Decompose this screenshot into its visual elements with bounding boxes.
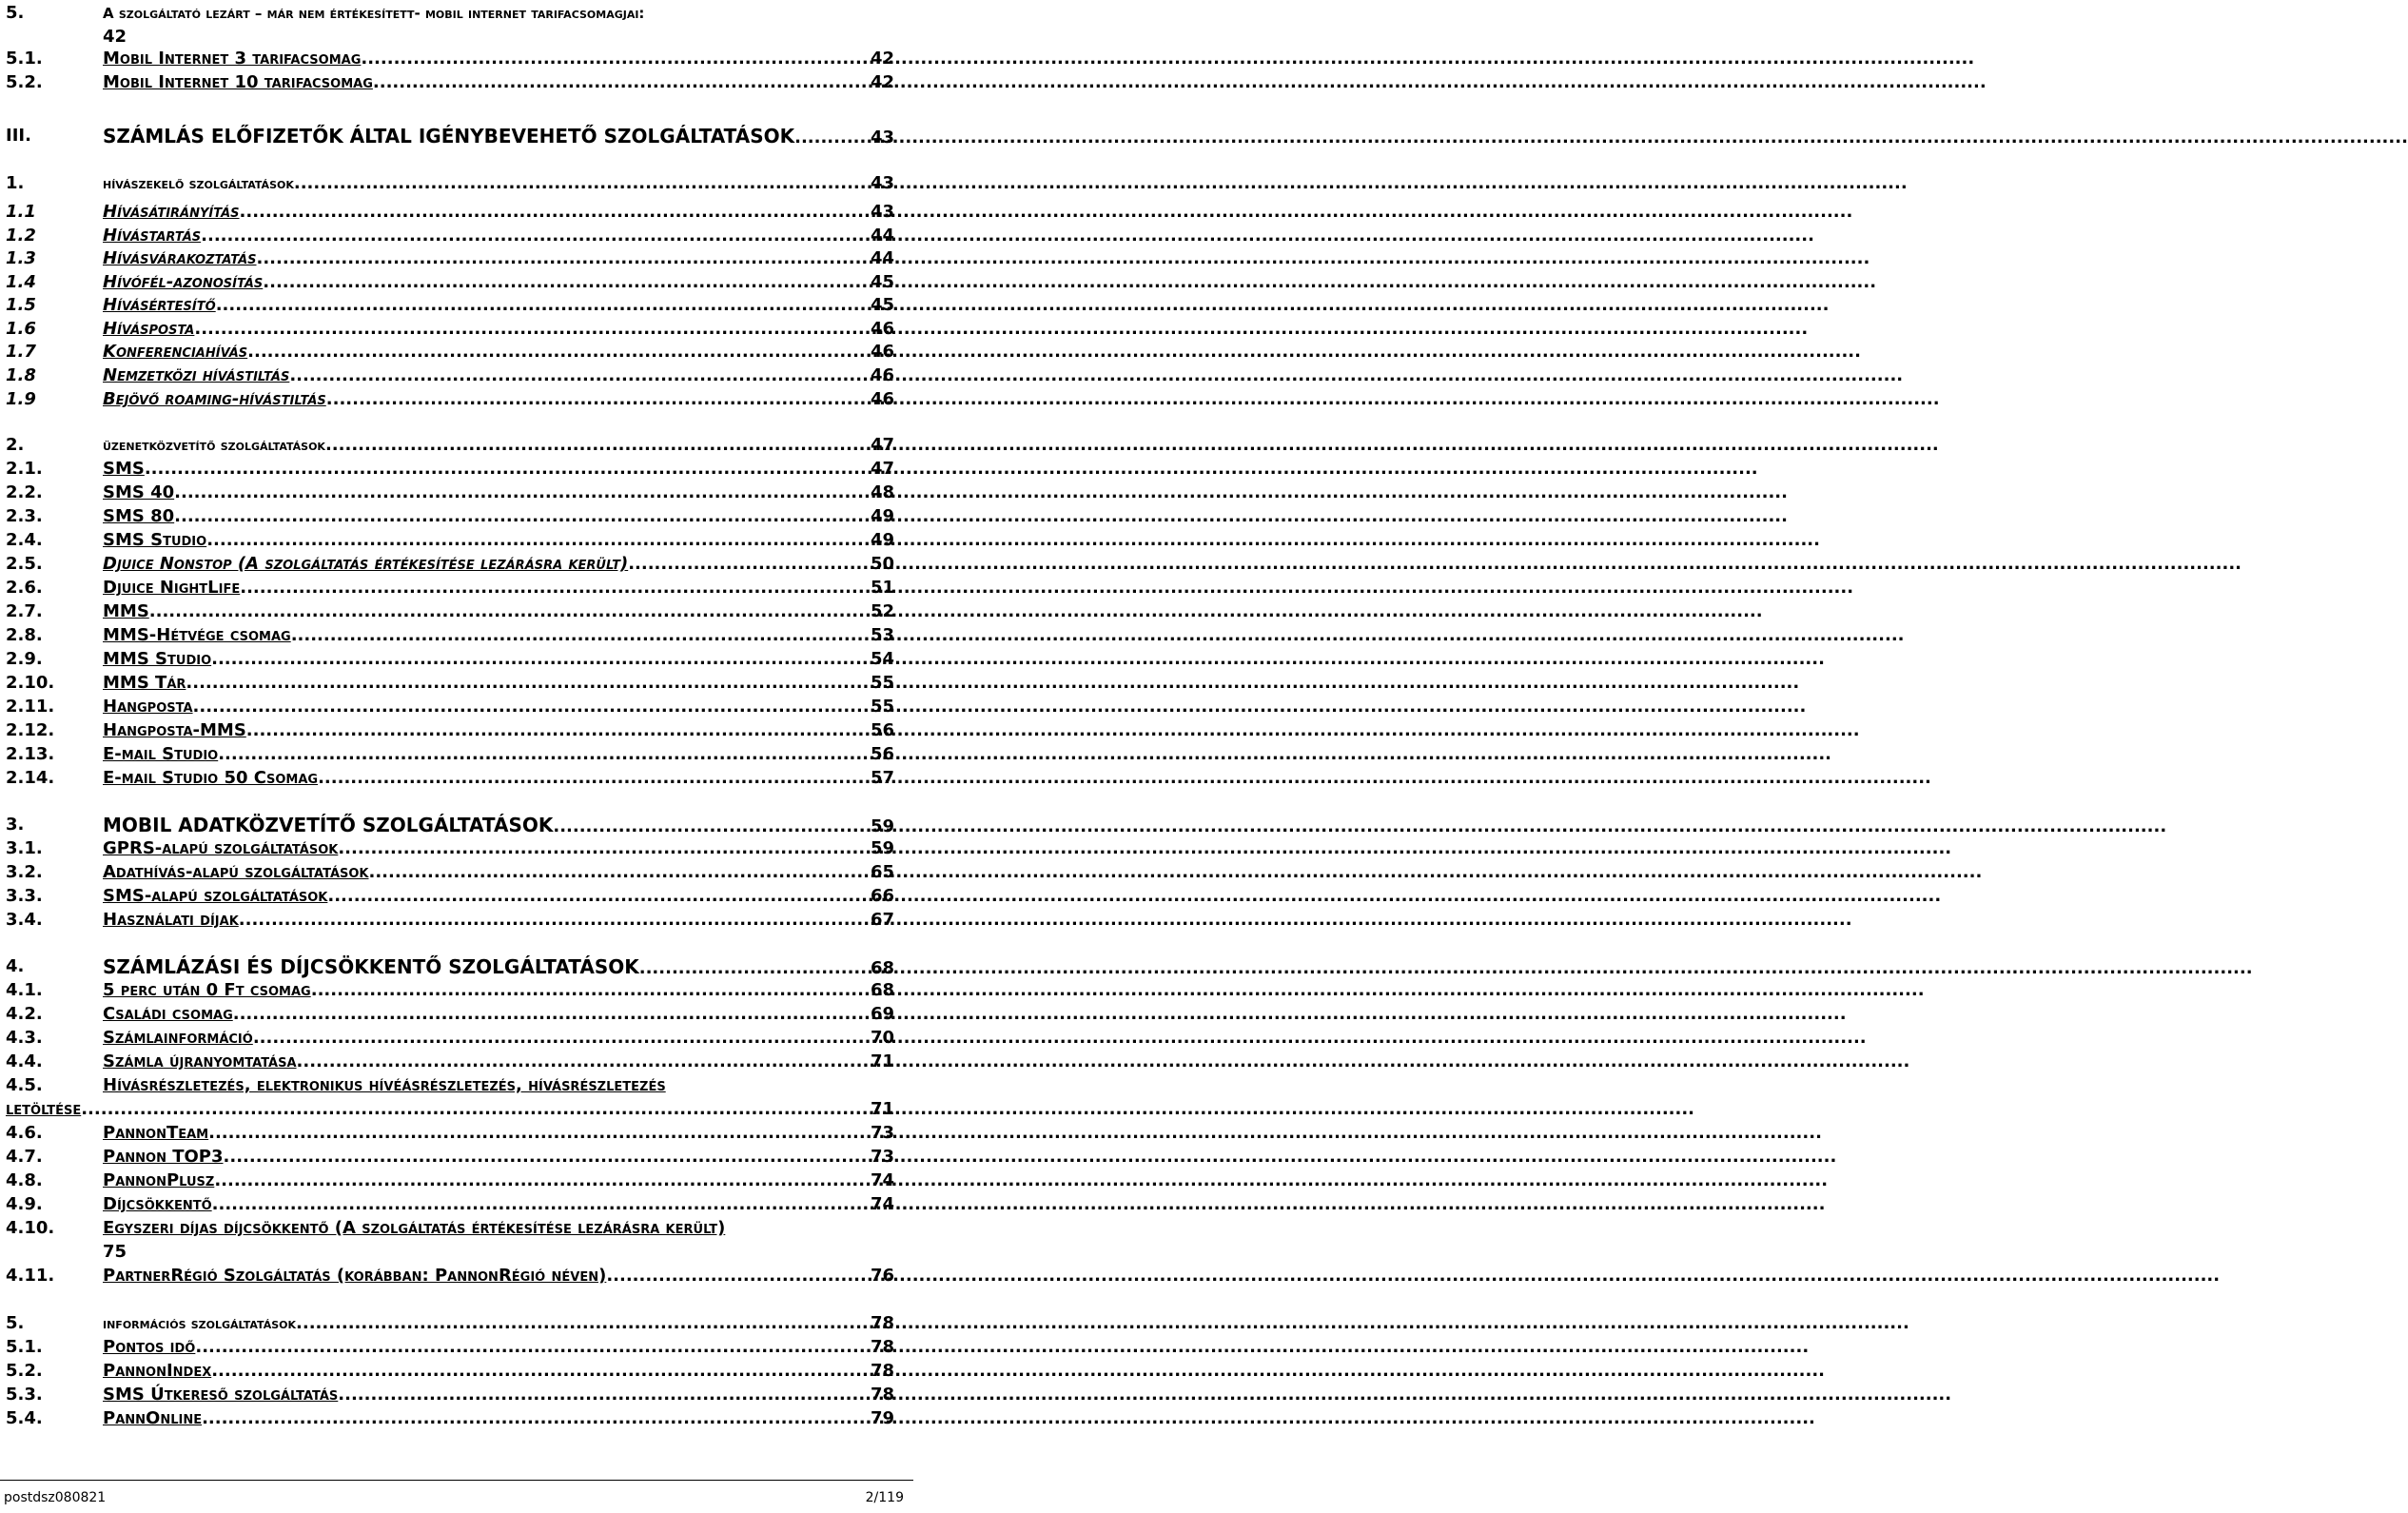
toc-entry-dot-leader	[211, 1360, 869, 1383]
toc-entry-dot-leader	[289, 364, 869, 387]
toc-entry[interactable]	[0, 837, 913, 860]
toc-entry-number: 3.3.	[6, 886, 43, 906]
toc-entry-label: hívászekelő szolgáltatások	[103, 175, 294, 192]
toc-entry-dot-leader	[553, 815, 869, 838]
toc-entry-number: 2.6.	[6, 578, 43, 598]
toc-entry-number: 1.6	[6, 319, 36, 339]
toc-entry[interactable]	[0, 294, 913, 317]
footer-page-indicator: 2/119	[865, 1490, 904, 1505]
toc-entry[interactable]	[0, 271, 913, 294]
toc-entry-label: Hívásrészletezés, elektronikus hívéásrészletezés, hívásrészletezés	[103, 1075, 666, 1095]
toc-entry-label: MMS Tár	[103, 673, 186, 693]
toc-entry-label: Pontos idő	[103, 1337, 196, 1357]
toc-entry-page-number: 49	[870, 506, 894, 526]
toc-entry-label: Mobil Internet 10 tarifacsomag	[103, 72, 373, 92]
toc-entry-label: SMS Útkereső szolgáltatás	[103, 1385, 339, 1405]
toc-entry-number: 2.	[6, 435, 25, 455]
toc-entry-page-number: 68	[870, 980, 894, 1000]
toc-entry-dot-leader	[195, 1336, 869, 1359]
toc-entry-label: SMS	[103, 459, 145, 479]
toc-entry-page-number: 71	[870, 1051, 894, 1071]
toc-entry-label: SZÁMLÁZÁSI ÉS DÍJCSÖKKENTŐ SZOLGÁLTATÁSOK	[103, 955, 639, 978]
toc-entry-page-number: 56	[870, 744, 894, 764]
toc-entry-label: Konferenciahívás	[103, 342, 248, 362]
toc-entry-dot-leader	[214, 1169, 869, 1192]
toc-entry-page-number: 44	[870, 226, 894, 246]
toc-entry-dot-leader	[794, 127, 869, 149]
toc-entry-dot-leader	[338, 837, 869, 860]
toc-entry-number: 2.8.	[6, 625, 43, 645]
toc-entry[interactable]	[0, 719, 913, 742]
toc-entry-dot-leader	[81, 1098, 869, 1121]
toc-entry-page-number: 46	[870, 365, 894, 385]
toc-entry[interactable]	[0, 172, 913, 195]
toc-entry-page-number: 78	[870, 1313, 894, 1333]
toc-entry-page-number: 76	[870, 1266, 894, 1286]
toc-entry[interactable]	[0, 388, 913, 411]
toc-entry-page-number: 43	[870, 173, 894, 193]
toc-entry-number: 5.	[6, 3, 25, 23]
toc-entry-page-number: 70	[870, 1028, 894, 1048]
toc-entry-page-number: 45	[870, 295, 894, 315]
toc-entry-page-number: 50	[870, 554, 894, 574]
toc-entry[interactable]	[0, 125, 913, 147]
toc-entry-dot-leader	[240, 577, 869, 599]
toc-entry[interactable]	[0, 434, 913, 457]
toc-entry-dot-leader	[628, 553, 869, 576]
toc-entry-number: 1.4	[6, 272, 36, 292]
toc-entry-number: 1.9	[6, 389, 36, 409]
toc-entry-page-number: 79	[870, 1408, 894, 1428]
toc-entry-number: 4.6.	[6, 1123, 43, 1143]
toc-entry[interactable]	[0, 979, 913, 1002]
toc-entry-dot-leader	[325, 434, 869, 457]
page-footer	[0, 1480, 913, 1513]
toc-entry-number: 3.1.	[6, 838, 43, 858]
toc-entry-label: Családi csomag	[103, 1004, 233, 1024]
toc-entry-number: 1.2	[6, 226, 36, 246]
toc-entry-label: üzenetközvetítő szolgáltatások	[103, 437, 325, 454]
toc-entry-label: Hívástartás	[103, 226, 202, 246]
toc-entry-dot-leader	[149, 600, 869, 623]
toc-entry-page-number: 73	[870, 1147, 894, 1167]
toc-entry-number: 4.10.	[6, 1218, 55, 1238]
toc-entry-number: 5.3.	[6, 1385, 43, 1405]
toc-entry-number: 1.1	[6, 202, 36, 222]
toc-entry-dot-leader	[211, 648, 869, 671]
toc-entry-number: 5.	[6, 1313, 25, 1333]
toc-entry-dot-leader	[224, 1146, 869, 1169]
toc-entry-dot-leader	[327, 885, 869, 908]
toc-entry-number: 1.8	[6, 365, 36, 385]
toc-entry[interactable]	[0, 1003, 913, 1026]
toc-entry-label: Használati díjak	[103, 910, 239, 930]
toc-entry-label: MMS-Hétvége csomag	[103, 625, 291, 645]
toc-entry[interactable]	[0, 553, 913, 576]
toc-entry[interactable]	[0, 743, 913, 766]
toc-entry-page-number: 57	[870, 768, 894, 788]
toc-entry-number: 4.5.	[6, 1075, 43, 1095]
toc-entry[interactable]	[0, 364, 913, 387]
toc-entry[interactable]	[0, 1241, 913, 1264]
toc-entry-number: 5.2.	[6, 1361, 43, 1381]
toc-entry-dot-leader	[311, 979, 869, 1002]
toc-entry-number: 2.13.	[6, 744, 55, 764]
toc-entry[interactable]	[0, 26, 913, 49]
toc-entry-label: SMS-alapú szolgáltatások	[103, 886, 328, 906]
toc-entry[interactable]	[0, 1098, 913, 1121]
toc-entry-dot-leader	[294, 172, 869, 195]
toc-entry-label: Hívásátirányítás	[103, 202, 240, 222]
toc-entry-page-number: 65	[870, 862, 894, 882]
toc-entry-page-number: 69	[870, 1004, 894, 1024]
toc-entry-dot-leader	[253, 1027, 869, 1050]
toc-entry-dot-leader	[193, 696, 869, 718]
toc-entry-label: Adathívás-alapú szolgáltatások	[103, 862, 369, 882]
toc-entry-page-number: 78	[870, 1337, 894, 1357]
toc-entry-dot-leader	[206, 529, 869, 552]
toc-entry-number: 5.2.	[6, 72, 43, 92]
toc-entry-number: 2.2.	[6, 482, 43, 502]
toc-entry-dot-leader	[233, 1003, 869, 1026]
toc-entry-label: Hívásvárakoztatás	[103, 248, 257, 268]
toc-entry-label: Pannon TOP3	[103, 1147, 224, 1167]
toc-entry[interactable]	[0, 767, 913, 790]
toc-entry-number: III.	[6, 126, 31, 146]
toc-entry-number: 4.7.	[6, 1147, 43, 1167]
toc-entry-number: 2.1.	[6, 459, 43, 479]
toc-entry-page-number: 74	[870, 1170, 894, 1190]
toc-entry-label: Mobil Internet 3 tarifacsomag	[103, 49, 362, 69]
toc-entry[interactable]	[0, 861, 913, 884]
toc-entry[interactable]	[0, 1169, 913, 1192]
toc-entry-dot-leader	[212, 1193, 869, 1216]
toc-entry-page-number: 78	[870, 1385, 894, 1405]
toc-entry-dot-leader	[240, 201, 869, 224]
toc-entry-label: PannOnline	[103, 1408, 203, 1428]
toc-entry-label-continuation: letöltése	[6, 1099, 82, 1119]
toc-entry-number: 4.11.	[6, 1266, 55, 1286]
toc-entry-label: Hívásposta	[103, 319, 195, 339]
toc-entry-number: 1.	[6, 173, 25, 193]
toc-entry-page-number: 67	[870, 910, 894, 930]
toc-entry-number: 4.4.	[6, 1051, 43, 1071]
toc-entry[interactable]	[0, 577, 913, 599]
toc-entry-number: 4.1.	[6, 980, 43, 1000]
toc-entry-number: 5.4.	[6, 1408, 43, 1428]
toc-entry-page-number: 55	[870, 673, 894, 693]
toc-entry-page-number: 47	[870, 435, 894, 455]
toc-entry-number: 1.5	[6, 295, 36, 315]
toc-entry-page-continuation: 75	[103, 1242, 127, 1262]
toc-entry-dot-leader	[202, 1407, 869, 1430]
toc-entry-number: 3.	[6, 815, 25, 835]
toc-entry-page-number: 59	[870, 816, 894, 836]
toc-entry-dot-leader	[373, 71, 869, 94]
toc-entry[interactable]	[0, 624, 913, 647]
toc-entry[interactable]	[0, 600, 913, 623]
toc-entry[interactable]	[0, 529, 913, 552]
toc-entry-dot-leader	[218, 743, 869, 766]
toc-entry[interactable]	[0, 1265, 913, 1287]
toc-entry-dot-leader	[297, 1051, 869, 1073]
toc-entry-label: GPRS-alapú szolgáltatások	[103, 838, 339, 858]
toc-entry-page-number: 46	[870, 319, 894, 339]
toc-entry-label: Számla újranyomtatása	[103, 1051, 297, 1071]
toc-entry[interactable]	[0, 1360, 913, 1383]
toc-entry[interactable]	[0, 814, 913, 836]
toc-entry-label: PartnerRégió Szolgáltatás (korábban: PannonRégió néven)	[103, 1266, 607, 1286]
toc-entry-dot-leader	[174, 481, 869, 504]
toc-entry[interactable]	[0, 909, 913, 932]
toc-entry-label: Hívásértesítő	[103, 295, 216, 315]
toc-entry-page-number: 48	[870, 482, 894, 502]
toc-entry-label: E-mail Studio	[103, 744, 219, 764]
toc-entry-number: 4.9.	[6, 1194, 43, 1214]
toc-entry-label: A szolgáltató lezárt – már nem értékesített- mobil internet tarifacsomagjai:	[103, 5, 645, 22]
toc-entry-dot-leader	[216, 294, 869, 317]
toc-entry-dot-leader	[246, 719, 869, 742]
toc-entry-label: Hangposta-MMS	[103, 720, 246, 740]
toc-entry-page-number: 68	[870, 958, 894, 978]
toc-entry-page-number: 74	[870, 1194, 894, 1214]
toc-entry-label: E-mail Studio 50 Csomag	[103, 768, 319, 788]
toc-entry[interactable]	[0, 201, 913, 224]
toc-entry[interactable]	[0, 955, 913, 978]
toc-entry-label: SZÁMLÁS ELŐFIZETŐK ÁLTAL IGÉNYBEVEHETŐ SZOLGÁLTATÁSOK	[103, 125, 795, 147]
toc-entry-number: 4.	[6, 956, 25, 976]
toc-entry-number: 4.8.	[6, 1170, 43, 1190]
toc-entry-page-number: 52	[870, 601, 894, 621]
toc-entry-dot-leader	[606, 1265, 869, 1287]
toc-entry-page-number: 53	[870, 625, 894, 645]
toc-entry-number: 4.2.	[6, 1004, 43, 1024]
toc-entry-number: 2.12.	[6, 720, 55, 740]
toc-entry[interactable]	[0, 1336, 913, 1359]
toc-entry-number: 2.14.	[6, 768, 55, 788]
toc-entry-dot-leader	[291, 624, 869, 647]
toc-entry-page-number: 46	[870, 342, 894, 362]
toc-entry-page-number: 42	[870, 49, 894, 69]
toc-entry-number: 2.7.	[6, 601, 43, 621]
toc-entry-label: Hívófél-azonosítás	[103, 272, 264, 292]
toc-entry-label: Számlainformáció	[103, 1028, 253, 1048]
toc-entry-dot-leader	[318, 767, 869, 790]
toc-entry-label: SMS 80	[103, 506, 175, 526]
toc-entry-number: 2.3.	[6, 506, 43, 526]
toc-entry[interactable]	[0, 1146, 913, 1169]
toc-entry-page-number: 45	[870, 272, 894, 292]
toc-entry-number: 2.4.	[6, 530, 43, 550]
toc-entry[interactable]	[0, 885, 913, 908]
toc-entry-label: 5 perc után 0 Ft csomag	[103, 980, 311, 1000]
toc-entry[interactable]	[0, 1384, 913, 1406]
toc-entry[interactable]	[0, 2, 913, 25]
toc-entry-number: 5.1.	[6, 1337, 43, 1357]
toc-entry-label: Nemzetközi hívástiltás	[103, 365, 290, 385]
toc-entry-dot-leader	[194, 318, 869, 341]
toc-entry-page-number: 51	[870, 578, 894, 598]
toc-entry-page-number: 71	[870, 1099, 894, 1119]
toc-entry-number: 5.1.	[6, 49, 43, 69]
toc-entry-number: 2.5.	[6, 554, 43, 574]
toc-entry[interactable]	[0, 247, 913, 270]
toc-entry-number: 2.9.	[6, 649, 43, 669]
toc-entry[interactable]	[0, 1074, 913, 1097]
toc-entry-page-number: 54	[870, 649, 894, 669]
toc-entry[interactable]	[0, 71, 913, 94]
toc-entry-label: Bejövő roaming-hívástiltás	[103, 389, 326, 409]
toc-entry[interactable]	[0, 318, 913, 341]
toc-entry[interactable]	[0, 1051, 913, 1073]
toc-entry-dot-leader	[369, 861, 869, 884]
toc-entry-dot-leader	[257, 247, 869, 270]
toc-entry[interactable]	[0, 481, 913, 504]
toc-entry-dot-leader	[239, 909, 869, 932]
toc-entry-page-number: 78	[870, 1361, 894, 1381]
toc-entry-dot-leader	[201, 225, 869, 247]
toc-entry[interactable]	[0, 458, 913, 481]
toc-entry-dot-leader	[174, 505, 869, 528]
toc-entry[interactable]	[0, 1122, 913, 1145]
toc-entry-label: Djuice NightLife	[103, 578, 241, 598]
toc-entry-page-number: 43	[870, 128, 894, 147]
toc-entry-page-number: 47	[870, 459, 894, 479]
toc-entry-dot-leader	[326, 388, 869, 411]
toc-entry[interactable]	[0, 696, 913, 718]
toc-entry-dot-leader	[338, 1384, 869, 1406]
toc-entry-label: PannonTeam	[103, 1123, 209, 1143]
toc-entry-label: információs szolgáltatások	[103, 1315, 297, 1332]
toc-entry-label: SMS Studio	[103, 530, 207, 550]
toc-entry[interactable]	[0, 1312, 913, 1335]
toc-entry-dot-leader	[208, 1122, 869, 1145]
toc-entry-dot-leader	[247, 341, 869, 364]
toc-entry-page-continuation: 42	[103, 27, 127, 47]
toc-entry-label: PannonIndex	[103, 1361, 212, 1381]
toc-entry[interactable]	[0, 1027, 913, 1050]
toc-entry-number: 3.2.	[6, 862, 43, 882]
toc-entry-page-number: 44	[870, 248, 894, 268]
toc-entry[interactable]	[0, 341, 913, 364]
toc-entry-label: Djuice Nonstop (A szolgáltatás értékesítése lezárásra került)	[103, 554, 629, 574]
toc-entry-label: Hangposta	[103, 697, 193, 717]
toc-entry-dot-leader	[361, 48, 869, 70]
toc-entry-number: 2.11.	[6, 697, 55, 717]
toc-entry-number: 2.10.	[6, 673, 55, 693]
toc-entry-number: 4.3.	[6, 1028, 43, 1048]
toc-entry-dot-leader	[296, 1312, 869, 1335]
toc-entry[interactable]	[0, 225, 913, 247]
toc-entry[interactable]	[0, 48, 913, 70]
toc-entry-label: Egyszeri díjas díjcsökkentő (A szolgáltatás értékesítése lezárásra került)	[103, 1218, 726, 1238]
toc-entry-number: 1.3	[6, 248, 36, 268]
toc-entry-label: SMS 40	[103, 482, 175, 502]
toc-entry-page-number: 59	[870, 838, 894, 858]
toc-entry-label: MOBIL ADATKÖZVETÍTŐ SZOLGÁLTATÁSOK	[103, 814, 554, 836]
toc-entry[interactable]	[0, 1217, 913, 1240]
toc-entry-page-number: 42	[870, 72, 894, 92]
toc-entry-number: 1.7	[6, 342, 36, 362]
toc-entry-page-number: 56	[870, 720, 894, 740]
toc-entry-number: 3.4.	[6, 910, 43, 930]
toc-entry[interactable]	[0, 1407, 913, 1430]
toc-entry-page-number: 55	[870, 697, 894, 717]
toc-entry-dot-leader	[263, 271, 869, 294]
toc-entry-page-number: 73	[870, 1123, 894, 1143]
toc-entry-dot-leader	[639, 957, 869, 980]
toc-entry[interactable]	[0, 672, 913, 695]
toc-entry-dot-leader	[186, 672, 869, 695]
toc-entry-label: PannonPlusz	[103, 1170, 215, 1190]
toc-entry[interactable]	[0, 505, 913, 528]
toc-entry-page-number: 46	[870, 389, 894, 409]
toc-entry-label: Díjcsökkentő	[103, 1194, 212, 1214]
toc-entry-label: MMS	[103, 601, 149, 621]
toc-entry-dot-leader	[145, 458, 869, 481]
footer-document-id: postdsz080821	[4, 1490, 107, 1505]
toc-entry[interactable]	[0, 648, 913, 671]
toc-entry-page-number: 43	[870, 202, 894, 222]
toc-entry[interactable]	[0, 1193, 913, 1216]
toc-entry-page-number: 49	[870, 530, 894, 550]
toc-entry-page-number: 66	[870, 886, 894, 906]
toc-entry-label: MMS Studio	[103, 649, 212, 669]
